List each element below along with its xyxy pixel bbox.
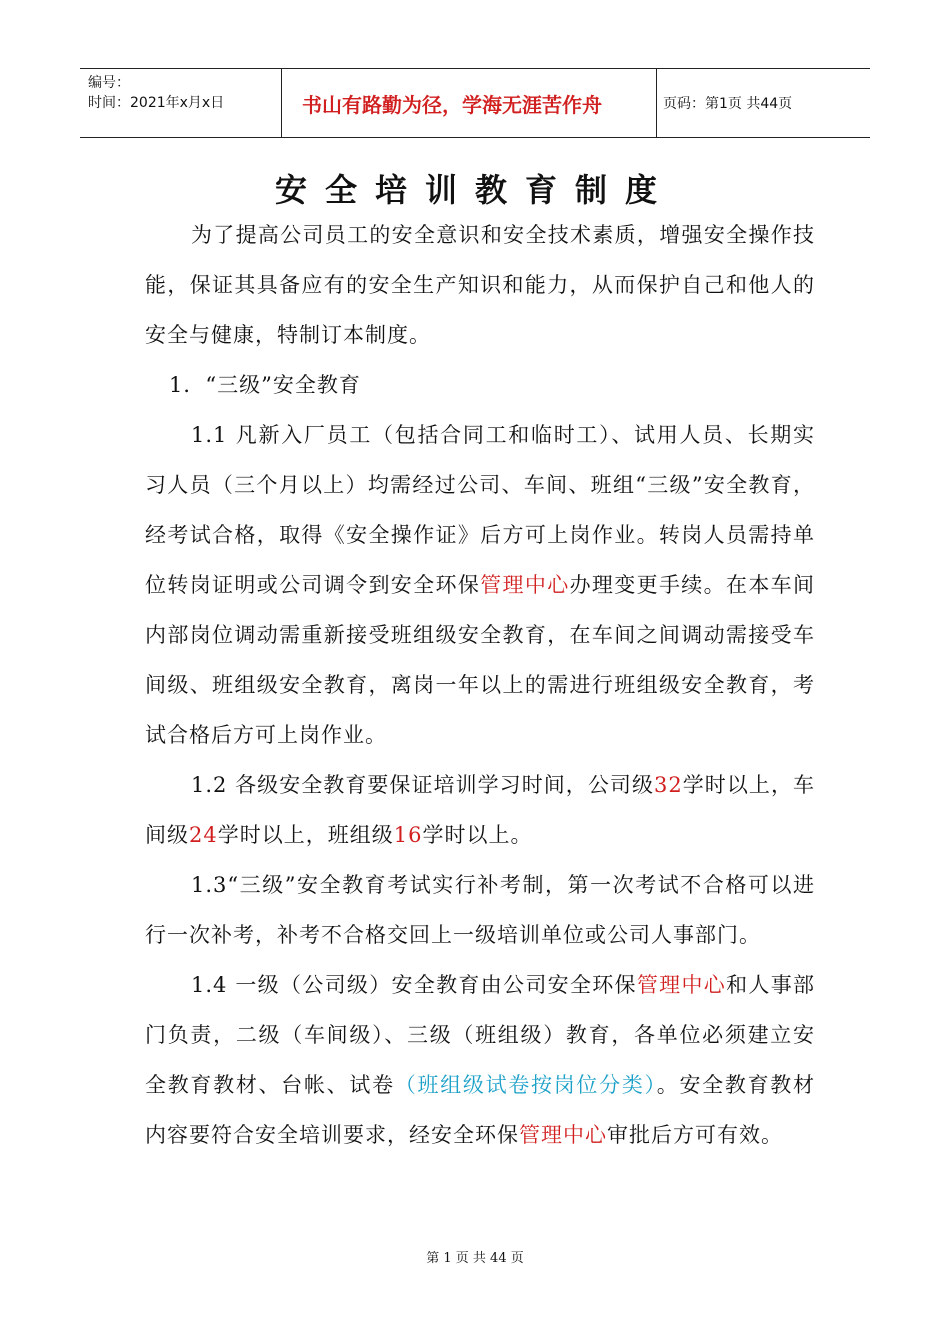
document-title: 安全培训教育制度 — [274, 171, 675, 209]
clause-1-1-text-b: 办理变更手续。在本车间内部岗位调动需重新接受班组级安全教育，在车间之间调动需接受车间级、班组级安全教育，离岗一年以上的需进行班组级安全教育，考试合格后方可上岗作业。 — [145, 573, 816, 747]
clause-1-4-text-a: 1.4 一级（公司级）安全教育由公司安全环保 — [191, 973, 637, 997]
intro-paragraph: 为了提高公司员工的安全意识和安全技术素质，增强安全操作技能，保证其具备应有的安全生产知识和能力，从而保护自己和他人的安全与健康，特制订本制度。 — [145, 223, 815, 347]
document-number-label: 编号： — [88, 75, 130, 91]
clause-1-1 — [145, 410, 815, 760]
clause-1-4 — [145, 960, 815, 1160]
header-meta-cell — [80, 69, 282, 137]
clause-1-2-text-a: 1.2 各级安全教育要保证培训学习时间，公司级 — [191, 773, 654, 797]
highlight-management-center: 管理中心 — [519, 1123, 607, 1147]
hours-team-level: 16 — [393, 823, 423, 847]
clause-1-2 — [145, 760, 815, 860]
highlight-management-center: 管理中心 — [480, 573, 570, 597]
hours-company-level: 32 — [653, 773, 683, 797]
document-date-label: 时间：2021年x月x日 — [88, 95, 225, 111]
clause-1-4-text-d: 审批后方可有效。 — [607, 1123, 783, 1147]
highlight-management-center: 管理中心 — [636, 973, 727, 997]
clause-1-2-text-c: 学时以上，班组级 — [217, 823, 394, 847]
clause-1-4-text-c: 。安全教育教材内容要符合安全培训要求，经安全环保 — [145, 1073, 816, 1147]
clause-1-4-text-b: 和人事部门负责，二级（车间级）、三级（班组级）教育，各单位必须建立安全教育教材、台帐、试卷 — [145, 973, 816, 1097]
clause-1-3: 1.3“三级”安全教育考试实行补考制，第一次考试不合格可以进行一次补考，补考不合格交回上一级培训单位或公司人事部门。 — [145, 873, 815, 947]
header-motto: 书山有路勤为径，学海无涯苦作舟 — [282, 69, 657, 137]
hours-workshop-level: 24 — [189, 823, 218, 847]
section-1-heading: 1．“三级”安全教育 — [169, 373, 361, 397]
page-footer: 第 1 页 共 44 页 — [426, 1251, 524, 1266]
highlight-team-exam-note: （班组级试卷按岗位分类） — [394, 1073, 657, 1097]
clause-1-2-text-b: 学时以上，车间级 — [145, 773, 815, 847]
header-page-info: 页码：第1页 共44页 — [663, 96, 793, 112]
document-body — [145, 210, 815, 1160]
document-header — [80, 68, 870, 138]
clause-1-1-text-a: 1.1 凡新入厂员工（包括合同工和临时工）、试用人员、长期实习人员（三个月以上）均需经过公司、车间、班组“三级”安全教育，经考试合格，取得《安全操作证》后方可上岗作业。转岗人员需持单位转岗证明或公司调令到安全环保 — [145, 423, 815, 597]
clause-1-2-text-d: 学时以上。 — [422, 823, 533, 847]
